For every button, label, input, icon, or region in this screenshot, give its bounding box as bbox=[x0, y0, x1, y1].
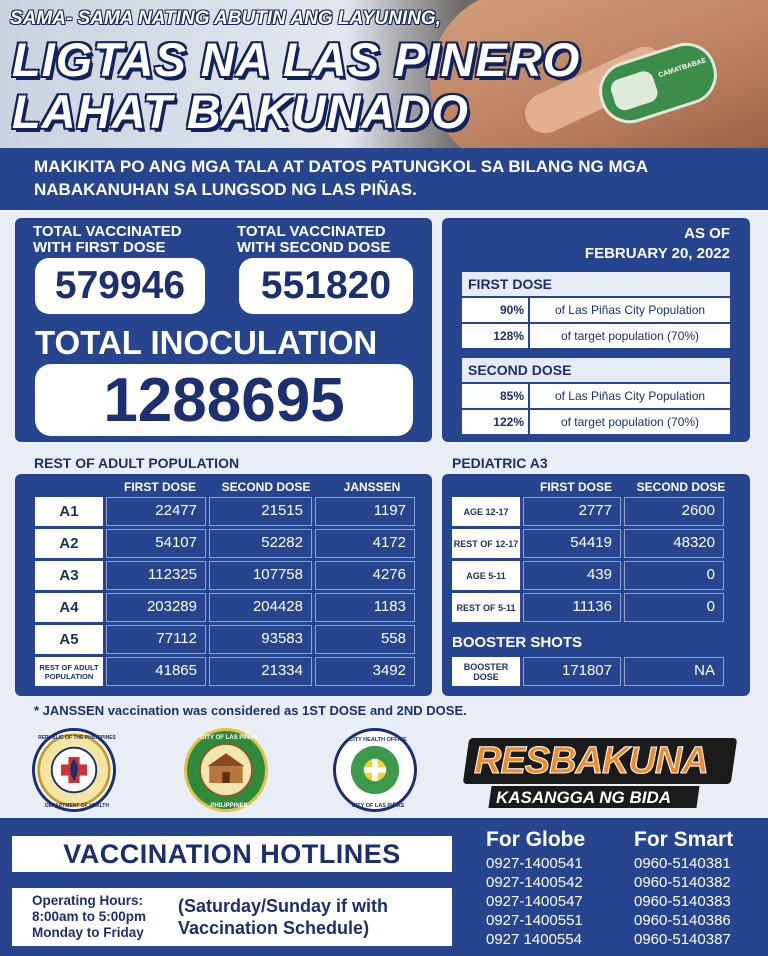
pediatric-table-header bbox=[526, 480, 736, 494]
adult-cell: 3492 bbox=[315, 657, 415, 686]
adult-cell: 4276 bbox=[315, 561, 415, 590]
as-of-date: FEBRUARY 20, 2022 bbox=[584, 245, 730, 262]
pediatric-cell: 0 bbox=[624, 561, 724, 590]
hours-days: Monday to Friday bbox=[32, 925, 144, 940]
adult-cell: 77112 bbox=[106, 625, 206, 654]
second-dose-pct-target: 122% bbox=[462, 410, 528, 434]
second-dose-pct-city: 85% bbox=[462, 384, 528, 408]
second-dose-summary bbox=[462, 358, 730, 434]
pediatric-cell: 54419 bbox=[523, 529, 621, 558]
total-inoculation-label: TOTAL INOCULATION bbox=[35, 324, 378, 361]
intro-text: MAKIKITA PO ANG MGA TALA AT DATOS PATUNGKOL SA BILANG NG MGA NABAKANUHAN SA LUNGSOD NG LAS PIÑAS. bbox=[34, 157, 648, 199]
second-dose-desc-target: of target population (70%) bbox=[530, 410, 730, 434]
as-of-panel bbox=[442, 218, 750, 442]
pediatric-row-label: REST OF 12-17 bbox=[452, 529, 520, 558]
globe-number[interactable]: 0927-1400541 bbox=[486, 855, 583, 872]
adult-table-body bbox=[35, 494, 415, 686]
table-row bbox=[35, 657, 415, 686]
las-pinas-seal-top-text: CITY OF LAS PIÑAS bbox=[200, 735, 258, 741]
adult-row-label: A4 bbox=[35, 593, 103, 622]
adult-cell: 41865 bbox=[106, 657, 206, 686]
doh-seal-top-text: REPUBLIC OF THE PHILIPPINES bbox=[38, 735, 116, 741]
table-row bbox=[452, 593, 724, 622]
doh-seal-icon bbox=[32, 728, 116, 812]
pediatric-table bbox=[442, 474, 750, 696]
table-row bbox=[35, 529, 415, 558]
cho-seal-bottom-text: CITY OF LAS PIÑAS bbox=[351, 803, 405, 809]
globe-hotlines bbox=[486, 828, 616, 949]
second-dose-summary-title: SECOND DOSE bbox=[462, 358, 730, 382]
las-pinas-seal-bottom-text: PHILIPPINES bbox=[210, 803, 248, 809]
first-dose-pct-target: 128% bbox=[462, 324, 528, 348]
smart-number[interactable]: 0960-5140387 bbox=[634, 931, 731, 948]
pediatric-cell: 0 bbox=[624, 593, 724, 622]
pediatric-cell: 2777 bbox=[523, 497, 621, 526]
first-dose-desc-city: of Las Piñas City Population bbox=[530, 298, 730, 322]
globe-number[interactable]: 0927-1400542 bbox=[486, 874, 583, 891]
booster-row bbox=[452, 657, 724, 686]
header-banner bbox=[0, 0, 768, 150]
resbakuna-logo bbox=[466, 738, 736, 810]
smart-hotlines bbox=[634, 828, 764, 949]
operating-hours bbox=[12, 893, 178, 941]
first-dose-summary bbox=[462, 272, 730, 348]
globe-number[interactable]: 0927-1400547 bbox=[486, 893, 583, 910]
adult-cell: 112325 bbox=[106, 561, 206, 590]
resbakuna-logo-text: RESBAKUNA bbox=[474, 740, 708, 782]
booster-second: NA bbox=[624, 657, 724, 686]
resbakuna-sub-text: KASANGGA NG BIDA bbox=[496, 788, 672, 807]
adult-cell: 21515 bbox=[209, 497, 312, 526]
booster-value: 171807 bbox=[523, 657, 621, 686]
globe-number[interactable]: 0927-1400551 bbox=[486, 912, 583, 929]
first-dose-total-value: 579946 bbox=[35, 258, 205, 314]
totals-panel bbox=[15, 218, 432, 442]
as-of-label: AS OF bbox=[684, 225, 730, 242]
table-row bbox=[452, 497, 724, 526]
intro-band bbox=[0, 148, 768, 210]
table-row bbox=[35, 497, 415, 526]
adult-row-label: A3 bbox=[35, 561, 103, 590]
pediatric-table-body bbox=[452, 494, 724, 622]
adult-cell: 93583 bbox=[209, 625, 312, 654]
adult-row-label: A1 bbox=[35, 497, 103, 526]
header-slogan: SAMA- SAMA NATING ABUTIN ANG LAYUNING, bbox=[10, 8, 441, 29]
city-health-office-seal-icon bbox=[333, 728, 417, 812]
first-dose-summary-title: FIRST DOSE bbox=[462, 272, 730, 296]
adult-cell: 204428 bbox=[209, 593, 312, 622]
pediatric-cell: 2600 bbox=[624, 497, 724, 526]
table-row bbox=[452, 561, 724, 590]
pediatric-section-title: PEDIATRIC A3 bbox=[452, 455, 548, 471]
adult-section-title: REST OF ADULT POPULATION bbox=[34, 455, 240, 471]
adult-table bbox=[15, 474, 432, 696]
header-title-line2: LAHAT BAKUNADO bbox=[12, 85, 469, 138]
first-dose-pct-city: 90% bbox=[462, 298, 528, 322]
operating-hours-box bbox=[12, 888, 452, 946]
adult-cell: 1183 bbox=[315, 593, 415, 622]
second-dose-desc-city: of Las Piñas City Population bbox=[530, 384, 730, 408]
weekend-note: (Saturday/Sunday if with Vaccination Schedule) bbox=[178, 896, 389, 938]
adult-row-label: A5 bbox=[35, 625, 103, 654]
second-dose-total-value: 551820 bbox=[239, 258, 413, 314]
adult-cell: 21334 bbox=[209, 657, 312, 686]
adult-row-label: REST OF ADULT POPULATION bbox=[35, 657, 103, 686]
smart-title: For Smart bbox=[634, 828, 734, 851]
smart-number[interactable]: 0960-5140381 bbox=[634, 855, 731, 872]
booster-title: BOOSTER SHOTS bbox=[452, 634, 583, 651]
smart-number[interactable]: 0960-5140382 bbox=[634, 874, 731, 891]
globe-number[interactable]: 0927 1400554 bbox=[486, 931, 582, 948]
smart-number[interactable]: 0960-5140386 bbox=[634, 912, 731, 929]
adult-row-label: A2 bbox=[35, 529, 103, 558]
adult-cell: 558 bbox=[315, 625, 415, 654]
adult-cell: 107758 bbox=[209, 561, 312, 590]
smart-number[interactable]: 0960-5140383 bbox=[634, 893, 731, 910]
bandage-text: CAMATBABAE bbox=[657, 57, 708, 80]
adult-table-header bbox=[107, 480, 425, 494]
pediatric-row-label: AGE 12-17 bbox=[452, 497, 520, 526]
total-inoculation-value: 1288695 bbox=[35, 364, 413, 436]
hotlines-title: VACCINATION HOTLINES bbox=[12, 836, 452, 872]
adult-col-first: FIRST DOSE bbox=[123, 480, 196, 494]
adult-cell: 54107 bbox=[106, 529, 206, 558]
header-title-line1: LIGTAS NA LAS PINERO bbox=[12, 33, 581, 86]
hours-time: 8:00am to 5:00pm bbox=[32, 909, 147, 924]
pediatric-row-label: REST OF 5-11 bbox=[452, 593, 520, 622]
table-row bbox=[35, 593, 415, 622]
table-row bbox=[35, 625, 415, 654]
globe-title: For Globe bbox=[486, 828, 586, 851]
table-row bbox=[452, 529, 724, 558]
pediatric-row-label: AGE 5-11 bbox=[452, 561, 520, 590]
pediatric-cell: 11136 bbox=[523, 593, 621, 622]
adult-cell: 52282 bbox=[209, 529, 312, 558]
cho-seal-top-text: CITY HEALTH OFFICE bbox=[349, 737, 407, 743]
pediatric-col-first: FIRST DOSE bbox=[539, 480, 612, 494]
adult-cell: 1197 bbox=[315, 497, 415, 526]
first-dose-desc-target: of target population (70%) bbox=[530, 324, 730, 348]
doh-seal-bottom-text: DEPARTMENT OF HEALTH bbox=[45, 803, 109, 809]
pediatric-col-second: SECOND DOSE bbox=[636, 480, 726, 494]
adult-cell: 22477 bbox=[106, 497, 206, 526]
pediatric-cell: 439 bbox=[523, 561, 621, 590]
pediatric-cell: 48320 bbox=[624, 529, 724, 558]
las-pinas-seal-icon bbox=[184, 728, 268, 812]
booster-row-label: BOOSTER DOSE bbox=[452, 657, 520, 686]
hours-label: Operating Hours: bbox=[32, 893, 144, 908]
adult-cell: 203289 bbox=[106, 593, 206, 622]
adult-cell: 4172 bbox=[315, 529, 415, 558]
first-dose-total-label: TOTAL VACCINATED WITH FIRST DOSE bbox=[33, 223, 182, 256]
adult-col-janssen: JANSSEN bbox=[343, 480, 401, 494]
second-dose-total-label: TOTAL VACCINATED WITH SECOND DOSE bbox=[237, 223, 391, 256]
adult-col-second: SECOND DOSE bbox=[221, 480, 311, 494]
table-row bbox=[35, 561, 415, 590]
janssen-footnote: * JANSSEN vaccination was considered as 1ST DOSE and 2ND DOSE. bbox=[34, 703, 467, 718]
